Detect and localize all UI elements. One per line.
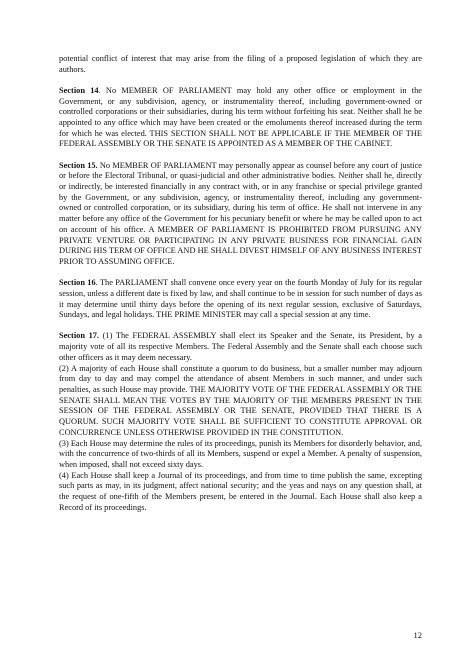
paragraph-text: potential conflict of interest that may arise from the filing of a proposed legislation of which they are authors. [59, 54, 422, 74]
section-item-text: (3) Each House may determine the rules of its proceedings, punish its Members for disorderly behavior, and, with the concurrence of two-thirds of all its Members, suspend or expel a Member. A penalty of suspension, when imposed, shall not exceed sixty days. [59, 438, 422, 469]
section-16 [59, 278, 422, 321]
section-17-item-2 [59, 364, 422, 439]
section-17-item-3 [59, 439, 422, 471]
section-text: (1) The FEDERAL ASSEMBLY shall elect its Speaker and the Senate, its President, by a majority vote of all its respective Members. The Federal Assembly and the Senate shall each choose such other officers as it may deem necessary. [59, 331, 422, 362]
document-body [59, 54, 422, 513]
paragraph-continuation [59, 54, 422, 75]
section-text: . No MEMBER OF PARLIAMENT may hold any other office or employment in the Government, or any subdivision, agency, or instrumentality thereof, including government-owned or controlled corporations or their subsidiaries, during his term without forfeiting his seat. Neither shall he be appointed to any office which may have been created or the emoluments thereof increased during the term for which he was elected. THIS SECTION SHALL NOT BE APPLICABLE IF THE MEMBER OF THE FEDERAL ASSEMBLY OR THE SENATE IS APPOINTED AS A MEMBER OF THE CABINET. [59, 85, 423, 149]
section-text: No MEMBER OF PARLIAMENT may personally appear as counsel before any court of justice or before the Electoral Tribunal, or quasi-judicial and other administrative bodies. Neither shall he, directly or indirectly, be interested financially in any contract with, or in any franchise or special privilege granted by the Government, or any subdivision, agency, or instrumentality thereof, including any government-owned or controlled corporation, or its subsidiary, during his term of office. He shall not intervene in any matter before any office of the Government for his pecuniary benefit or where he may be called upon to act on account of his office. A MEMBER OF PARLIAMENT IS PROHIBITED FROM PURSUING ANY PRIVATE VENTURE OR PARTICIPATING IN ANY PRIVATE BUSINESS FOR FINANCIAL GAIN DURING HIS TERM OF OFFICE AND HE SHALL DIVEST HIMSELF OF ANY BUSINESS INTEREST PRIOR TO ASSUMING OFFICE. [59, 160, 422, 266]
section-heading: Section 14 [59, 85, 99, 95]
section-text: . The PARLIAMENT shall convene once every year on the fourth Monday of July for its regular session, unless a different date is fixed by law, and shall continue to be in session for such number of days as it may determine until thirty days before the opening of its next regular session, exclusive of Saturdays, Sundays, and legal holidays. THE PRIME MINISTER may call a special session at any time. [59, 278, 422, 320]
section-heading: Section 17. [59, 331, 100, 341]
section-heading: Section 16 [59, 278, 96, 288]
section-item-text: (2) A majority of each House shall constitute a quorum to do business, but a smaller number may adjourn from day to day and may compel the attendance of absent Members in such manner, and under such penalties, as such House may provide. THE MAJORITY VOTE OF THE FEDERAL ASSEMBLY OR THE SENATE SHALL MEAN THE VOTES BY THE MAJORITY OF THE MEMBERS PRESENT IN THE SESSION OF THE FEDERAL ASSEMBLY OR THE SENATE, PROVIDED THAT THERE IS A QUORUM. SUCH MAJORITY VOTE SHALL BE SUFFICIENT TO CONSTITUTE APPROVAL OR CONCURRENCE UNLESS OTHERWISE PROVIDED IN THE CONSTITUTION. [59, 363, 422, 437]
section-17 [59, 331, 422, 363]
section-14 [59, 86, 422, 150]
section-heading: Section 15. [59, 160, 98, 170]
section-17-item-4 [59, 471, 422, 514]
page-number: 12 [413, 630, 422, 640]
section-item-text: (4) Each House shall keep a Journal of its proceedings, and from time to time publish the same, excepting such parts as may, in its judgment, affect national security; and the yeas and nays on any question shall, at the request of one-fifth of the Members present, be entered in the Journal. Each House shall also keep a Record of its proceedings. [59, 470, 422, 512]
section-15 [59, 161, 422, 268]
